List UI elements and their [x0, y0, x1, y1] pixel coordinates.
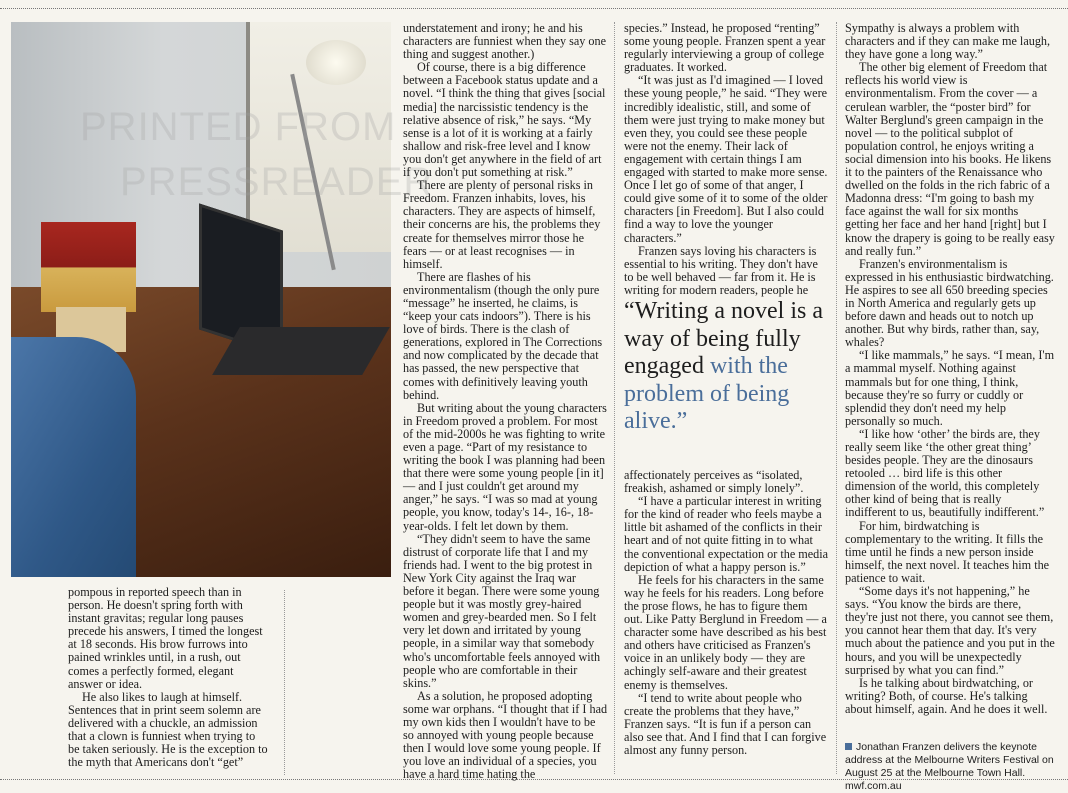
credit-square-icon: [845, 743, 852, 750]
paragraph: Of course, there is a big difference between a Facebook status update and a novel. “I think the thing that gives [social media] the narcissistic tendency is the relative absence of risk,” he says. “My sense is a lot of it is working at a fairly shallow and risk-free level and I know you don't get anywhere in the field of art if you don't put something at risk.”: [403, 60, 606, 180]
article-column-2: [403, 22, 608, 781]
paragraph: pompous in reported speech than in person. He doesn't spring forth with instant gravitas; regular long pauses precede his answers, I timed the longest at 18 seconds. His brow furrows into pained wrinkles until, in a rush, out comes a perfectly formed, elegant answer or idea.: [68, 585, 263, 691]
watermark-text: PRESSREADER: [120, 160, 434, 204]
paragraph: Is he talking about birdwatching, or writing? Both, of course. He's talking about himself, again. And he does it well.: [845, 675, 1048, 716]
pull-quote-part-a: “Writing a novel is a way of being fully engaged: [624, 298, 823, 379]
article-column-4: [845, 22, 1055, 716]
paragraph: Franzen's environmentalism is expressed in his enthusiastic birdwatching. He aspires to see all 650 breeding species in North America and regularly gets up before dawn and heads out to notch up another. But why birds, rather than, say, whales?: [845, 256, 1054, 350]
column-divider: [614, 22, 615, 774]
paragraph: For him, birdwatching is complementary to the writing. It fills the time until he finds a new person inside himself, the next novel. It teaches him the patience to wait.: [845, 518, 1050, 585]
paragraph: Sympathy is always a problem with characters and if they can make me laugh, they have gone a long way.”: [845, 21, 1051, 62]
top-dotted-rule: [0, 8, 1068, 9]
paragraph: “I have a particular interest in writing for the kind of reader who feels maybe a little bit ashamed of the conflicts in their heart and of not quite fitting in to what the conventional expectation or the media depiction of what a happy person is.”: [624, 494, 829, 574]
pull-quote-part-b: with the problem of being alive.”: [624, 353, 790, 434]
credit-text: Jonathan Franzen delivers the keynote address at the Melbourne Writers Festival on August 25 at the Melbourne Town Hall. mwf.com.au: [845, 741, 1054, 792]
paragraph: But writing about the young characters in Freedom proved a problem. For most of the mid-2000s he was fighting to write even a page. “Part of my resistance to writing the book I was planning had been that there were some young people [in it] — and I just couldn't get around my anger,” he says. “I was so mad at young people, you know, today's 14-, 16-, 18-year-olds. I felt let down by them.: [403, 400, 607, 533]
paragraph: understatement and irony; he and his characters are funniest when they say one thing and suggest another.): [403, 21, 607, 62]
photo-person-shoulder: [11, 337, 136, 577]
photo-books: [41, 222, 136, 312]
paragraph: Franzen says loving his characters is essential to his writing. They don't have to be well behaved — far from it. He is writing for modern readers, people he: [624, 243, 818, 297]
paragraph: affectionately perceives as “isolated, freakish, ashamed or simply lonely”.: [624, 468, 804, 496]
article-column-3-top: [624, 22, 829, 297]
watermark-text: PRINTED FROM: [80, 105, 397, 149]
pull-quote: [624, 298, 836, 436]
paragraph: He feels for his characters in the same way he feels for his readers. Long before the prose flows, he has to figure them out. Like Patty Berglund in Freedom — a character some have described as his best and others have criticised as Franzen's voice in an unlikely body — they are achingly self-aware and their greatest enemy is themselves.: [624, 572, 827, 692]
paragraph: “They didn't seem to have the same distrust of corporate life that I and my friends had. I went to the big protest in New York City against the Iraq war before it began. There were some young people but it was mostly grey-haired women and grey-bearded men. So I felt very let down and irritated by young people, in a similar way that somebody who's uncomfortable feels annoyed with people who are comfortable in their skins.”: [403, 531, 601, 690]
paragraph: “I tend to write about people who create the problems that they have,” Franzen says. “It is fun if a person can also see that. And I find that I can forgive almost any funny person.: [624, 690, 827, 757]
paragraph: As a solution, he proposed adopting some war orphans. “I thought that if I had my own kids then I wouldn't have to be so annoyed with young people because then I would love some young people. If you love an individual of a species, you have a hard time hating the: [403, 688, 608, 782]
photo-lamp-shade: [306, 40, 366, 85]
column-divider: [284, 590, 285, 775]
author-credit: [845, 741, 1060, 793]
paragraph: The other big element of Freedom that reflects his world view is environmentalism. From the cover — a cerulean warbler, the “poster bird” for Walter Berglund's green campaign in the novel — to the political subplot of population control, he enjoys writing a social dimension into his books. He likens it to the painters of the Renaissance who dwelled on the folds in the rich fabric of a Madonna dress: “I'm going to bash my face against the wall for six months getting her face and her hand [right] but I know the drapery is going to be really easy and really fun.”: [845, 60, 1055, 258]
article-column-1: [68, 586, 268, 769]
bottom-dotted-rule: [0, 779, 1068, 780]
paragraph: “Some days it's not happening,” he says. “You know the birds are there, they're just not there, you cannot see them, you cannot hear them that day. It's very much about the patience and you put in the hours, and you will be unexpectedly surprised by what you can find.”: [845, 584, 1055, 677]
article-photo: [11, 22, 391, 577]
paragraph: He also likes to laugh at himself. Sentences that in print seem solemn are delivered with a chuckle, an admission that a clown is funniest when trying to be taken seriously. He is the exception to the myth that Americans don't “get”: [68, 689, 268, 770]
column-divider: [836, 22, 837, 774]
paragraph: There are plenty of personal risks in Freedom. Franzen inhabits, loves, his characters. They are aspects of himself, their concerns are his, the problems they create for themselves mirror those he fears — or at least recognises — in himself.: [403, 178, 601, 271]
paragraph: species.” Instead, he proposed “renting” some young people. Franzen spent a year regularly interviewing a group of college graduates. It worked.: [624, 21, 826, 75]
article-column-3-bottom: [624, 469, 829, 757]
paragraph: There are flashes of his environmentalism (though the only pure “message” he inserted, he claims, is “keep your cats indoors”). There is his love of birds. There is the clash of generations, explored in The Corrections and now complicated by the decade that has passed, the new perspective that comes with definitively leaving youth behind.: [403, 269, 603, 402]
paragraph: “I like mammals,” he says. “I mean, I'm a mammal myself. Nothing against mammals but for one thing, I think, because they're so furry or cuddly or splendid they don't need my help personally so much.: [845, 348, 1055, 428]
paragraph: “I like how ‘other’ the birds are, they really seem like ‘the other great thing’ besides people. They are the dinosaurs retooled … bird life is this other dimension of the world, this completely other kind of being that is really indifferent to us, beautifully indifferent.”: [845, 426, 1045, 520]
paragraph: “It was just as I'd imagined — I loved these young people,” he said. “They were incredibly idealistic, still, and some of them were just trying to make money but even they, you could see these people were not the enemy. Their lack of engagement with certain things I am engaged with started to make more sense. Once I let go of some of that anger, I could give some of it to some of the older characters [in Freedom]. But I also could find a way to love the younger characters.”: [624, 73, 828, 245]
photo-laptop-base: [212, 327, 390, 375]
